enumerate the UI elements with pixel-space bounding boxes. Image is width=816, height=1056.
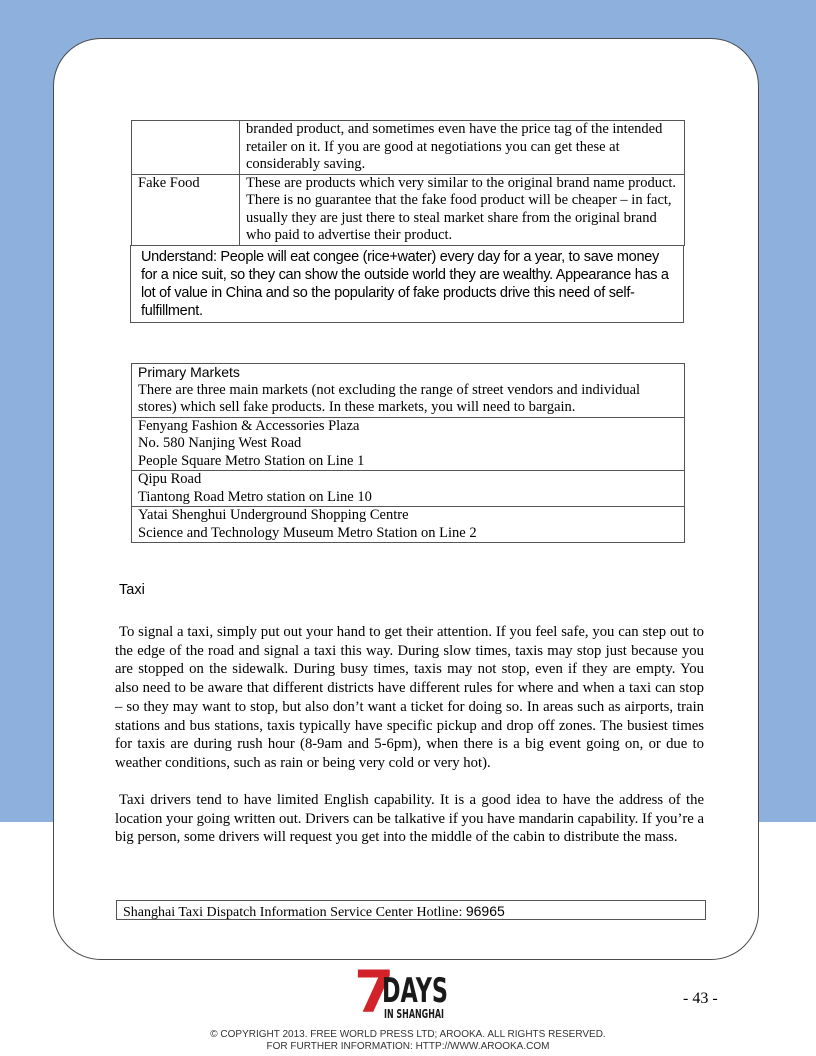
table-cell-label: [132, 121, 240, 175]
frame-left: [0, 90, 60, 822]
table-row: [132, 507, 685, 543]
logo-in-shanghai: IN SHANGHAI: [384, 1007, 444, 1021]
table-cell-text: These are products which very similar to the original brand name product. There is no guarantee that the fake food product will be cheaper – in fact, usually they are just there to steal market share from the original brand who paid to advertise their product.: [240, 174, 685, 245]
page-number: - 43 -: [683, 990, 718, 1007]
hotline-label: Shanghai Taxi Dispatch Information Service Center Hotline:: [123, 905, 463, 920]
table-row: [132, 364, 685, 418]
products-table: [131, 120, 685, 246]
taxi-heading: Taxi: [119, 582, 145, 598]
logo-seven: 7: [354, 958, 395, 1026]
markets-table: [131, 363, 685, 543]
market-metro: Science and Technology Museum Metro Station on Line 2: [138, 524, 477, 541]
table-row: [132, 121, 685, 175]
table-row: [132, 417, 685, 471]
market-name: Qipu Road: [138, 471, 202, 487]
logo-days: DAYS: [382, 971, 448, 1011]
markets-title: Primary Markets: [138, 364, 240, 380]
table-cell-label: Fake Food: [132, 174, 240, 245]
taxi-paragraph-2: Taxi drivers tend to have limited English capability. It is a good idea to have the address of the location your going written out. Drivers can be talkative if you have mandarin capability. If you’re a big person, some drivers will request you get into the middle of the cabin to distribute the mass.: [115, 792, 704, 846]
table-row: [132, 471, 685, 507]
hotline-number: 96965: [465, 903, 505, 919]
table-cell-text: branded product, and sometimes even have the price tag of the intended retailer on it. If you are good at negotiations you can get these at considerably saving.: [240, 121, 685, 175]
markets-intro: There are three main markets (not excluding the range of street vendors and individual stores) which sell fake products. In these markets, you will need to bargain.: [138, 381, 641, 415]
footer-info: FOR FURTHER INFORMATION: HTTP://WWW.AROOKA.COM: [266, 1041, 550, 1052]
market-address: No. 580 Nanjing West Road: [138, 435, 302, 451]
market-metro: People Square Metro Station on Line 1: [138, 452, 365, 469]
market-name: Fenyang Fashion & Accessories Plaza: [138, 417, 360, 434]
frame-right: [756, 90, 816, 822]
market-name: Yatai Shenghui Underground Shopping Centre: [138, 507, 409, 523]
taxi-hotline-box: [116, 900, 706, 920]
footer-copyright: © COPYRIGHT 2013. FREE WORLD PRESS LTD; AROOKA. ALL RIGHTS RESERVED.: [210, 1029, 606, 1040]
table-row: [132, 174, 685, 245]
taxi-paragraph-1: To signal a taxi, simply put out your hand to get their attention. If you feel safe, you can step out to the edge of the road and signal a taxi this way. During slow times, taxis may stop just because you are stopped on the sidewalk. During busy times, taxis may not stop, even if they are empty. You also need to be aware that different districts have different rules for where and when a taxi can stop – so they may want to stop, but also don’t want a ticket for doing so. In areas such as airports, train stations and bus stations, taxis typically have specific pickup and drop off zones. The busiest times for taxis are during rush hour (8-9am and 5-6pm), when there is a big event going on, or due to weather conditions, such as rain or being very cold or very hot).: [115, 624, 704, 771]
understand-box: Understand: People will eat congee (rice+water) every day for a year, to save money for a nice suit, so they can show the outside world they are wealthy. Appearance has a lot of value in China and so the popularity of fake products drive this need of self-fulfillment.: [130, 245, 684, 323]
market-metro: Tiantong Road Metro station on Line 10: [138, 488, 372, 505]
seven-days-logo: [346, 958, 458, 1026]
